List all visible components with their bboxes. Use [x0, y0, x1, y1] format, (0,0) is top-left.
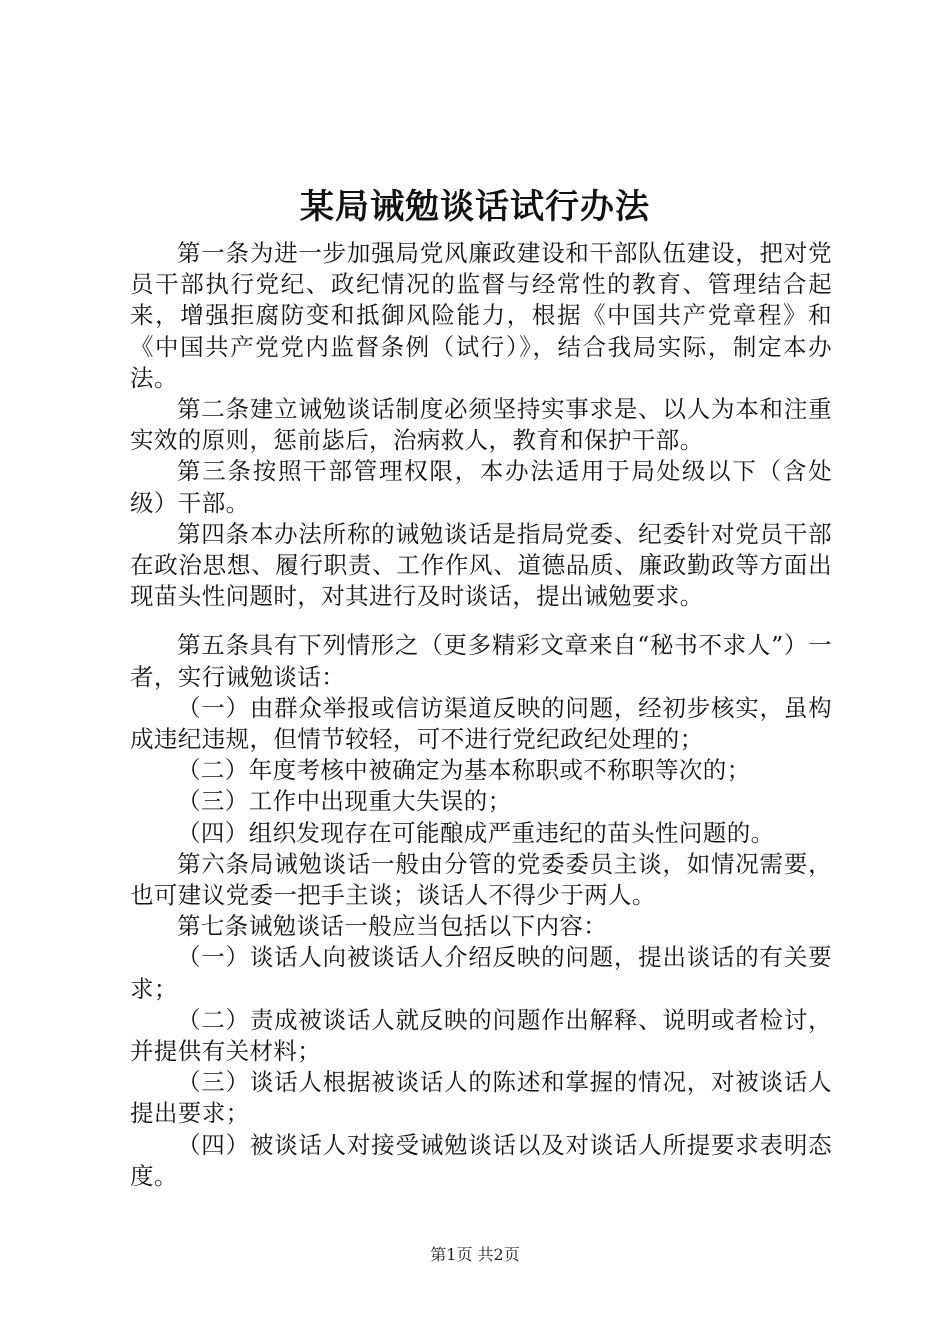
article-1-paragraph: 第一条为进一步加强局党风廉政建设和干部队伍建设，把对党员干部执行党纪、政纪情况的监督与经常性的教育、管理结合起来，增强拒腐防变和抵御风险能力，根据《中国共产党章程》和《中国共产党党内监督条例（试行）》，结合我局实际，制定本办法。	[130, 239, 832, 392]
article-6-paragraph: 第六条局诫勉谈话一般由分管的党委委员主谈，如情况需要，也可建议党委一把手主谈；谈话人不得少于两人。	[130, 849, 832, 910]
page-number-footer: 第1页 共2页	[430, 1245, 520, 1264]
article-7-item-3: （三）谈话人根据被谈话人的陈述和掌握的情况，对被谈话人提出要求；	[130, 1068, 832, 1128]
article-4-paragraph: 第四条本办法所称的诫勉谈话是指局党委、纪委针对党员干部在政治思想、履行职责、工作作风、道德品质、廉政勤政等方面出现苗头性问题时，对其进行及时谈话，提出诫勉要求。	[130, 519, 832, 611]
article-3-paragraph: 第三条按照干部管理权限，本办法适用于局处级以下（含处级）干部。	[130, 457, 832, 517]
article-7-item-4: （四）被谈话人对接受诫勉谈话以及对谈话人所提要求表明态度。	[130, 1130, 832, 1190]
article-5-item-4: （四）组织发现存在可能酿成严重违纪的苗头性问题的。	[177, 818, 775, 847]
document-title: 某局诫勉谈话试行办法	[300, 187, 650, 227]
article-7-paragraph: 第七条诫勉谈话一般应当包括以下内容：	[177, 912, 608, 941]
article-7-item-2: （二）责成被谈话人就反映的问题作出解释、说明或者检讨，并提供有关材料；	[130, 1005, 832, 1066]
article-5-item-3: （三）工作中出现重大失误的；	[177, 787, 512, 816]
article-5-item-2: （二）年度考核中被确定为基本称职或不称职等次的；	[177, 756, 751, 785]
paragraph-spacer	[130, 612, 832, 630]
article-2-paragraph: 第二条建立诫勉谈话制度必须坚持实事求是、以人为本和注重实效的原则，惩前毖后，治病救人，教育和保护干部。	[130, 395, 832, 455]
document-body	[130, 238, 832, 1192]
article-7-item-1: （一）谈话人向被谈话人介绍反映的问题，提出谈话的有关要求；	[130, 943, 832, 1003]
article-5-paragraph: 第五条具有下列情形之（更多精彩文章来自“秘书不求人”）一者，实行诫勉谈话：	[130, 631, 832, 691]
article-5-item-1: （一）由群众举报或信访渠道反映的问题，经初步核实，虽构成违纪违规，但情节较轻，可不进行党纪政纪处理的；	[130, 693, 832, 754]
